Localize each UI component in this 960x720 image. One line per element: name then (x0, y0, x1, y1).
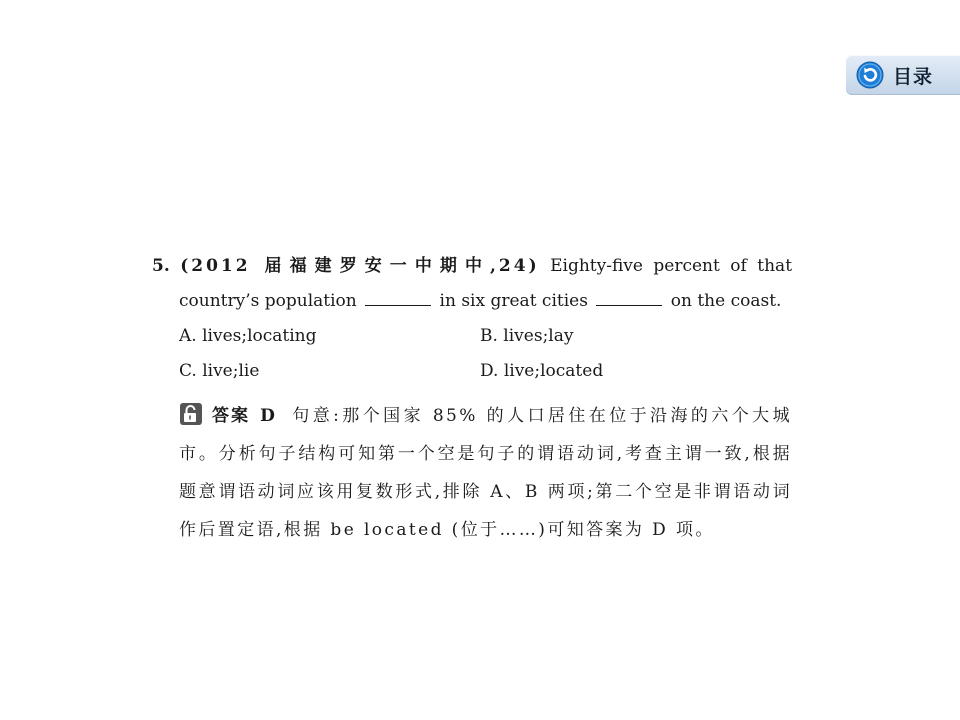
option-d: D. live;located (480, 361, 604, 381)
refresh-icon (856, 61, 884, 89)
answer-letter: D (260, 406, 278, 426)
options-row-2 (152, 354, 792, 389)
question-stem-line-1 (152, 249, 792, 284)
question-stem-line-2 (152, 284, 792, 319)
toc-button[interactable] (846, 55, 960, 95)
unlock-icon (179, 402, 203, 426)
answer-blank-1 (365, 289, 431, 306)
option-c: C. live;lie (179, 361, 260, 381)
answer-block (179, 397, 792, 549)
toc-label: 目录 (893, 65, 934, 88)
answer-blank-2 (596, 289, 662, 306)
question-stem-text-2a: country’s population (179, 291, 357, 311)
question-number: 5. (152, 256, 170, 276)
question-stem-text-2c: on the coast. (670, 291, 782, 311)
option-a: A. lives;locating (179, 326, 317, 346)
question-source: (2012 届福建罗安一中期中,24) (180, 256, 540, 276)
option-b: B. lives;lay (480, 326, 574, 346)
question-block (152, 249, 792, 389)
question-stem-text-1: Eighty-five percent of that (550, 256, 793, 276)
answer-explanation: 句意:那个国家 85% 的人口居住在位于沿海的六个大城市。分析句子结构可知第一个空是句子的谓语动词,考查主谓一致,根据题意谓语动词应该用复数形式,排除 A、B 两项;第二个空是非谓语动词作后置定语,根据 be located (位于……)可知答案为 D 项。 (179, 406, 793, 540)
question-stem-text-2b: in six great cities (439, 291, 588, 311)
answer-label: 答案 (211, 406, 251, 426)
options-row-1 (152, 319, 792, 354)
